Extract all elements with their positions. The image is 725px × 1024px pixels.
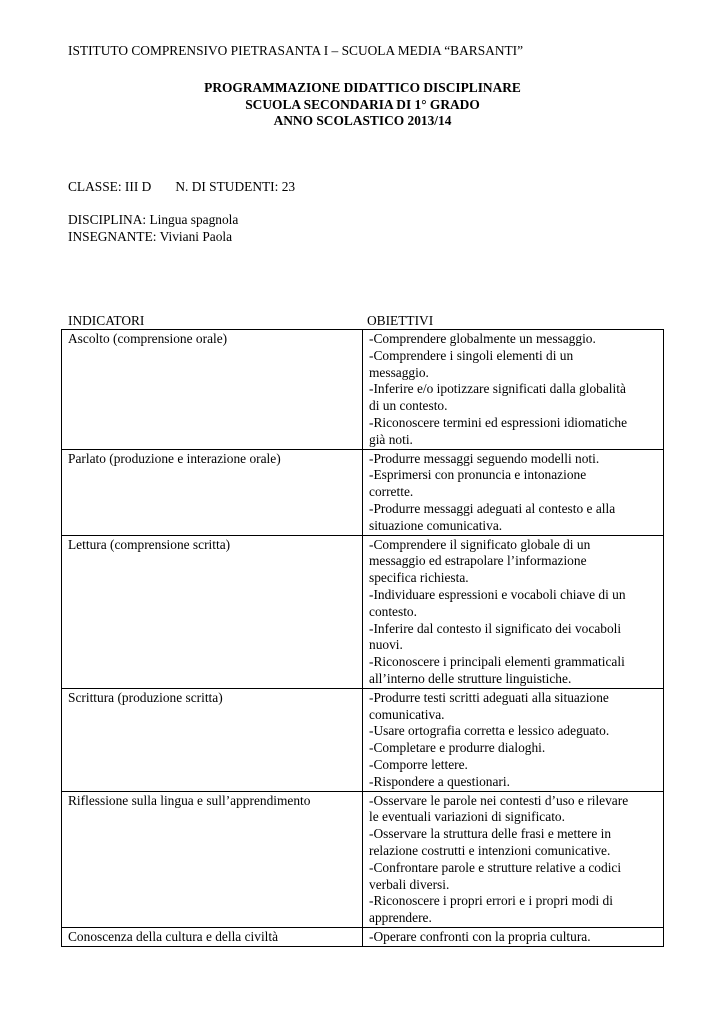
students-count: N. DI STUDENTI: 23 [175,179,296,194]
objective-line: -Comprendere i singoli elementi di un [369,347,574,363]
objective-line: -Produrre testi scritti adeguati alla situazione [369,689,609,705]
objective-line: -Riconoscere i propri errori e i propri modi di [369,893,613,909]
indicator-cell: Ascolto (comprensione orale) [62,330,363,450]
objective-line: -Produrre messaggi seguendo modelli noti. [369,450,600,466]
objective-line: -Operare confronti con la propria cultura. [369,928,591,944]
table-headers [68,313,668,329]
title-line-3: ANNO SCOLASTICO 2013/14 [273,113,452,129]
objectives-cell [363,791,664,927]
objective-line: -Individuare espressioni e vocaboli chiave di un [369,586,626,602]
objective-line: -Osservare la struttura delle frasi e mettere in [369,826,612,842]
objective-line: di un contesto. [369,398,448,414]
subject-info [68,212,238,245]
objective-line: -Esprimersi con pronuncia e intonazione [369,467,587,483]
indicator-cell: Scrittura (produzione scritta) [62,688,363,791]
class-info [68,179,295,195]
objective-line: messaggio. [369,364,429,380]
objective-line: -Confrontare parole e strutture relative a codici [369,859,622,875]
objective-line: verbali diversi. [369,876,450,892]
objective-line: -Completare e produrre dialoghi. [369,740,546,756]
objective-line: già noti. [369,431,413,447]
document-title [0,80,725,130]
objective-line: -Riconoscere termini ed espressioni idiomatiche [369,414,628,430]
objective-line: nuovi. [369,637,403,653]
objective-line: -Riconoscere i principali elementi grammaticali [369,654,625,670]
objective-line: relazione costrutti e intenzioni comunicative. [369,842,611,858]
objective-line: contesto. [369,603,417,619]
table-row [62,330,664,450]
objective-line: -Usare ortografia corretta e lessico adeguato. [369,723,610,739]
objectives-header: OBIETTIVI [367,313,434,328]
objectives-cell [363,449,664,535]
indicators-header: INDICATORI [68,313,145,328]
objective-line: messaggio ed estrapolare l’informazione [369,553,587,569]
title-line-1: PROGRAMMAZIONE DIDATTICO DISCIPLINARE [204,80,521,95]
indicator-cell: Riflessione sulla lingua e sull’apprendimento [62,791,363,927]
objectives-cell [363,927,664,946]
objective-line: corrette. [369,484,414,500]
objectives-table [61,329,664,947]
objective-line: apprendere. [369,910,432,926]
table-row [62,535,664,688]
objectives-cell [363,535,664,688]
table-row [62,449,664,535]
title-line-2: SCUOLA SECONDARIA DI 1° GRADO [245,96,480,112]
class-label: CLASSE: III D [68,179,152,194]
school-header: ISTITUTO COMPRENSIVO PIETRASANTA I – SCUOLA MEDIA “BARSANTI” [68,43,524,58]
objective-line: specifica richiesta. [369,570,469,586]
subject-label: DISCIPLINA: Lingua spagnola [68,212,239,227]
teacher-label: INSEGNANTE: Viviani Paola [68,228,233,244]
objective-line: -Comprendere il significato globale di un [369,536,591,552]
objective-line: -Comprendere globalmente un messaggio. [369,331,596,346]
indicator-cell: Conoscenza della cultura e della civiltà [62,927,363,946]
objectives-cell [363,688,664,791]
table-row [62,688,664,791]
objective-line: -Osservare le parole nei contesti d’uso e rilevare [369,792,629,808]
indicator-cell: Parlato (produzione e interazione orale) [62,449,363,535]
objective-line: le eventuali variazioni di significato. [369,809,565,825]
objectives-cell [363,330,664,450]
objective-line: all’interno delle strutture linguistiche. [369,670,572,686]
table-row [62,927,664,946]
objective-line: comunicativa. [369,706,445,722]
objective-line: situazione comunicativa. [369,517,503,533]
objective-line: -Comporre lettere. [369,756,468,772]
objective-line: -Inferire dal contesto il significato dei vocaboli [369,620,622,636]
indicator-cell: Lettura (comprensione scritta) [62,535,363,688]
objective-line: -Inferire e/o ipotizzare significati dalla globalità [369,381,626,397]
table-row [62,791,664,927]
objective-line: -Rispondere a questionari. [369,773,510,789]
objective-line: -Produrre messaggi adeguati al contesto e alla [369,500,616,516]
